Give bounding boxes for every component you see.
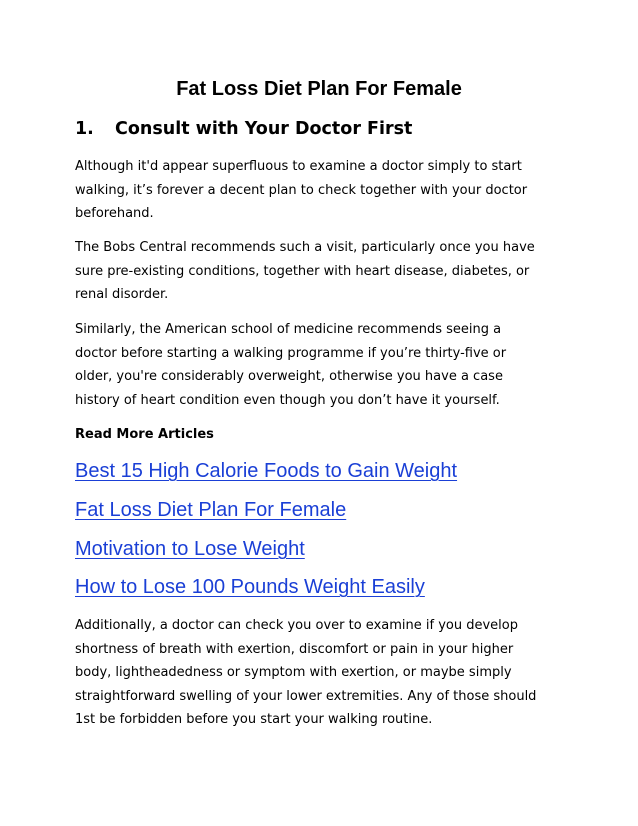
- paragraph-doctor-visit: [75, 155, 575, 226]
- section-heading: [75, 117, 412, 141]
- paragraph-line: history of heart condition even though you don’t have it yourself.: [75, 392, 500, 408]
- paragraph-line: straightforward swelling of your lower extremities. Any of those should: [75, 688, 537, 704]
- paragraph-american-school: [75, 318, 575, 412]
- paragraph-line: beforehand.: [75, 206, 154, 221]
- paragraph-line: body, lightheadedness or symptom with exertion, or maybe simply: [75, 665, 512, 680]
- section-heading-text: Consult with Your Doctor First: [115, 119, 413, 139]
- read-more-heading: Read More Articles: [75, 427, 214, 442]
- paragraph-line: Although it'd appear superfluous to examine a doctor simply to start: [75, 159, 522, 174]
- paragraph-line: Additionally, a doctor can check you over to examine if you develop: [75, 618, 518, 633]
- paragraph-line: doctor before starting a walking programme if you’re thirty-five or: [75, 345, 507, 361]
- article-link-lose-100-pounds[interactable]: How to Lose 100 Pounds Weight Easily: [75, 576, 425, 598]
- paragraph-closing: [75, 614, 575, 732]
- paragraph-bobs-central: [75, 236, 575, 307]
- paragraph-line: renal disorder.: [75, 287, 169, 302]
- paragraph-line: 1st be forbidden before you start your walking routine.: [75, 712, 433, 727]
- paragraph-line: sure pre-existing conditions, together with heart disease, diabetes, or: [75, 263, 530, 279]
- paragraph-line: Similarly, the American school of medicine recommends seeing a: [75, 322, 502, 337]
- article-link-motivation[interactable]: Motivation to Lose Weight: [75, 538, 305, 560]
- article-link-high-calorie-foods[interactable]: Best 15 High Calorie Foods to Gain Weight: [75, 460, 458, 482]
- section-number: 1.: [75, 119, 94, 139]
- paragraph-line: The Bobs Central recommends such a visit, particularly once you have: [75, 240, 535, 255]
- paragraph-line: older, you're considerably overweight, otherwise you have a case: [75, 369, 503, 384]
- article-link-fat-loss-diet[interactable]: Fat Loss Diet Plan For Female: [75, 499, 347, 521]
- paragraph-line: walking, it’s forever a decent plan to check together with your doctor: [75, 182, 528, 198]
- paragraph-line: shortness of breath with exertion, discomfort or pain in your higher: [75, 641, 514, 657]
- document-title: Fat Loss Diet Plan For Female: [176, 78, 462, 100]
